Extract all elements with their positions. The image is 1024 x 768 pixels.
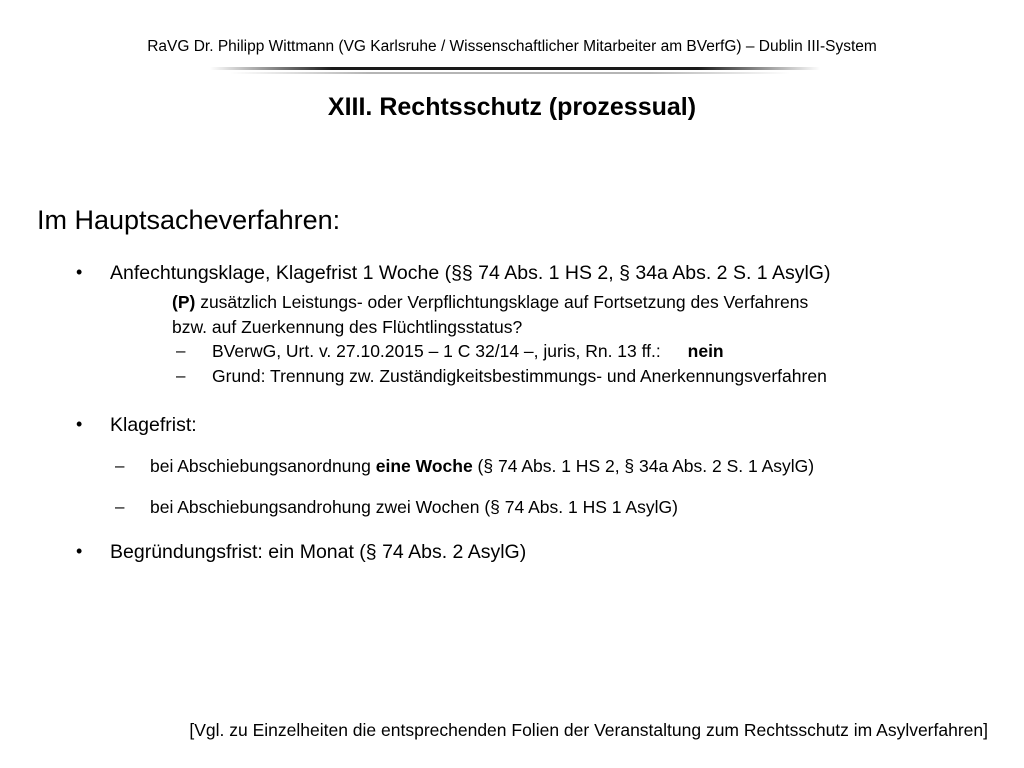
sub-item-grund bbox=[176, 366, 827, 387]
sub-marker: – bbox=[176, 341, 186, 360]
bullet-marker: • bbox=[76, 541, 83, 561]
problem-line-1 bbox=[172, 292, 808, 313]
problem-text-1: zusätzlich Leistungs- oder Verpflichtungsklage auf Fortsetzung des Verfahrens bbox=[200, 292, 809, 312]
slide-title: XIII. Rechtsschutz (prozessual) bbox=[327, 93, 697, 121]
section-heading: Im Hauptsacheverfahren: bbox=[37, 205, 341, 235]
sub-text-after: (§ 74 Abs. 1 HS 2, § 34a Abs. 2 S. 1 AsylG) bbox=[472, 456, 815, 476]
problem-line-2 bbox=[172, 317, 522, 338]
sub-text: BVerwG, Urt. v. 27.10.2015 – 1 C 32/14 –, juris, Rn. 13 ff.: bbox=[212, 341, 661, 361]
sub-marker: – bbox=[176, 366, 186, 385]
bullet-klagefrist bbox=[76, 414, 197, 437]
bullet-anfechtungsklage bbox=[76, 262, 831, 285]
sub-text-before: bei Abschiebungsanordnung bbox=[150, 456, 376, 476]
sub-item-abschiebungsandrohung bbox=[115, 497, 678, 518]
bullet-text: Anfechtungsklage, Klagefrist 1 Woche (§§ 74 Abs. 1 HS 2, § 34a Abs. 2 S. 1 AsylG) bbox=[110, 262, 831, 284]
header-divider bbox=[210, 67, 820, 70]
bullet-text: Begründungsfrist: ein Monat (§ 74 Abs. 2 AsylG) bbox=[110, 541, 527, 563]
problem-label: (P) bbox=[172, 292, 196, 312]
sub-text-bold: eine Woche bbox=[375, 456, 473, 476]
problem-text-2: bzw. auf Zuerkennung des Flüchtlingsstatus? bbox=[172, 317, 523, 337]
sub-item-bverwg bbox=[176, 341, 724, 362]
sub-answer: nein bbox=[687, 341, 724, 361]
bullet-marker: • bbox=[76, 262, 83, 282]
sub-marker: – bbox=[115, 456, 125, 475]
sub-text: Grund: Trennung zw. Zuständigkeitsbestimmungs- und Anerkennungsverfahren bbox=[212, 366, 827, 386]
sub-marker: – bbox=[115, 497, 125, 516]
slide-footer: [Vgl. zu Einzelheiten die entsprechenden Folien der Veranstaltung zum Rechtsschutz im Asylverfahren] bbox=[189, 720, 988, 740]
sub-item-abschiebungsanordnung bbox=[115, 456, 815, 477]
bullet-text: Klagefrist: bbox=[110, 414, 197, 436]
sub-text: bei Abschiebungsandrohung zwei Wochen (§ 74 Abs. 1 HS 1 AsylG) bbox=[150, 497, 678, 517]
bullet-begruendungsfrist bbox=[76, 541, 527, 564]
slide-header: RaVG Dr. Philipp Wittmann (VG Karlsruhe / Wissenschaftlicher Mitarbeiter am BVerfG) – Dublin III-System bbox=[147, 38, 877, 55]
header-divider-shadow bbox=[230, 72, 790, 74]
bullet-marker: • bbox=[76, 414, 83, 434]
